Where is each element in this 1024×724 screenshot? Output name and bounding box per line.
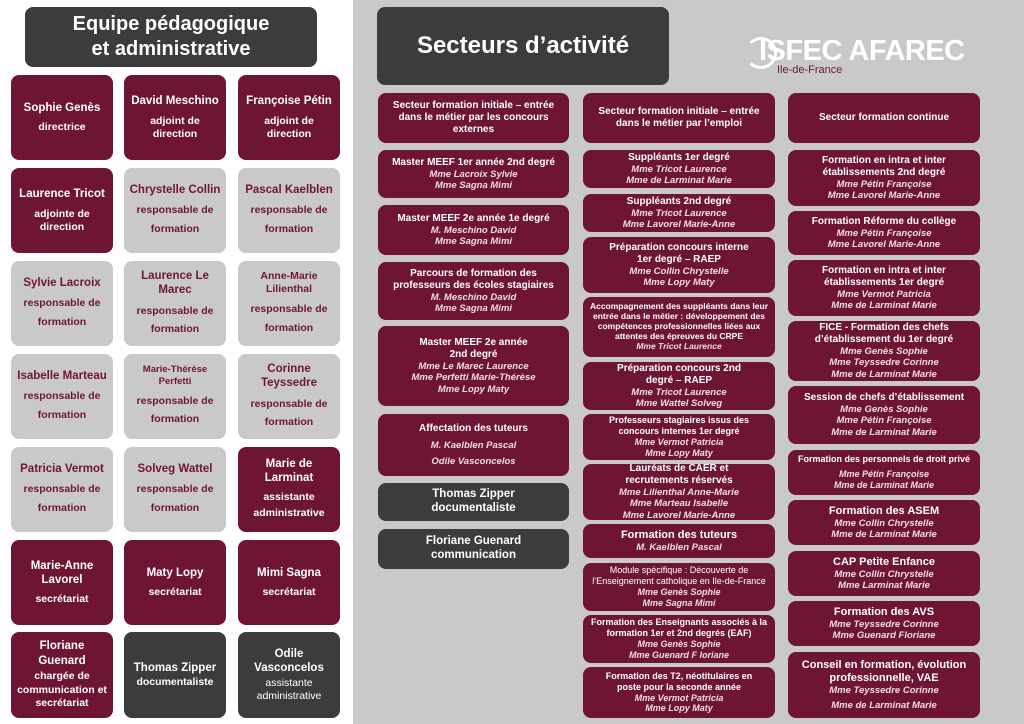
sector-item-person: Mme Tricot Laurence (631, 207, 727, 219)
sector-item (378, 205, 569, 255)
sector-item-title: Formation des personnels de droit privé (797, 454, 971, 465)
sector-item-person: Mme Vermot Patricia (634, 437, 724, 447)
sector-item (788, 211, 980, 255)
staff-card (124, 354, 226, 439)
sector-item-person: Mme Teyssedre Corinne (829, 685, 939, 697)
staff-name: Pascal Kaelblen (245, 183, 333, 196)
staff-role: responsable de formation (250, 397, 328, 428)
sector-item-person: Odile Vasconcelos (431, 455, 516, 467)
sector-item-person: Mme Guenard Floriane (832, 630, 936, 642)
sector-item (583, 297, 775, 357)
team-header-line1: Equipe pédagogique (72, 13, 270, 35)
sector-item-title: Lauréats de CAER et recrutements réservés (625, 462, 733, 486)
staff-role: assistante administrative (253, 490, 325, 520)
sector-item-title: Floriane Guenard communication (425, 535, 522, 561)
staff-role: assistante administrative (256, 676, 322, 702)
sector-item-title: Conseil en formation, évolution professionnelle, VAE (801, 658, 967, 685)
sector-item (583, 615, 775, 663)
sector-item (583, 194, 775, 232)
staff-role: responsable de formation (23, 297, 101, 328)
sector-item-person: Mme Collin Chrystelle (834, 568, 934, 580)
sector-header-label: Secteur formation continue (818, 112, 949, 123)
sector-item (788, 450, 980, 495)
sector-item-title: Suppléants 2nd degré (626, 195, 732, 207)
sector-item (378, 150, 569, 198)
staff-role: responsable de formation (136, 304, 214, 335)
sector-item-person: Mme Tricot Laurence (636, 341, 722, 352)
sector-item-person: Mme Sagna Mimi (434, 236, 513, 247)
staff-card (124, 168, 226, 253)
sector-item-title: CAP Petite Enfance (833, 555, 935, 568)
sector-item-person: Mme Teyssedre Corinne (829, 618, 939, 630)
staff-role: chargée de communication et secrétariat (17, 669, 107, 710)
staff-card (238, 540, 340, 625)
sector-item-person: Mme Collin Chrystelle (629, 265, 729, 277)
sector-item-title: Thomas Zipper documentaliste (431, 488, 516, 514)
staff-card (238, 354, 340, 439)
sector-item-person: Mme Lavorel Marie-Anne (827, 239, 941, 250)
isfec-logo (745, 33, 975, 83)
sector-item-title: Professeurs stagiaires issus des concours internes 1er degré (608, 415, 750, 437)
logo-main-text: ISFEC AFAREC (759, 35, 965, 67)
sector-item-person: Mme de Larminat Marie (831, 368, 937, 380)
staff-name: Françoise Pétin (246, 95, 332, 108)
staff-name: Corinne Teyssedre (260, 362, 318, 390)
sector-item-title: Formation en intra et inter établissements 2nd degré (822, 154, 946, 178)
staff-name: Patricia Vermot (20, 462, 104, 475)
staff-name: Marie-Anne Lavorel (30, 559, 94, 586)
staff-name: Marie-Thérèse Perfetti (142, 364, 208, 388)
sector-item-person: Mme Pétin Françoise (836, 415, 932, 427)
sector-item (583, 237, 775, 293)
sector-item (378, 483, 569, 521)
staff-role: responsable de formation (136, 204, 214, 235)
sector-item-person: Mme Vermot Patricia (837, 288, 931, 300)
sector-item-person: Mme Wattel Solveg (635, 398, 723, 409)
sector-item-title: FICE - Formation des chefs d’établissement du 1er degré (814, 321, 954, 345)
staff-card (124, 632, 226, 718)
staff-name: Isabelle Marteau (17, 369, 107, 382)
staff-card (238, 75, 340, 160)
staff-name: Odile Vasconcelos (254, 648, 324, 675)
sector-item-person: Mme Lacroix Sylvie (429, 168, 518, 180)
sector-item (788, 601, 980, 646)
sector-item-person: Mme Lavorel Marie-Anne (827, 190, 941, 201)
sector-item (788, 500, 980, 545)
sector-item-person: M. Kaelblen Pascal (636, 541, 722, 553)
sector-item-person: Mme Sagna Mimi (434, 303, 513, 314)
staff-card (11, 168, 113, 253)
sector-item-person: Mme Vermot Patricia (634, 692, 724, 703)
staff-name: Sophie Genès (23, 101, 101, 114)
staff-role: adjoint de direction (264, 114, 314, 140)
staff-role: secrétariat (262, 586, 316, 599)
staff-card (11, 75, 113, 160)
sector-item-title: Formation des T2, néotitulaires en poste pour la seconde année (605, 670, 753, 692)
sector-item-person: Mme de Larminat Marie (831, 300, 937, 311)
team-header-line2: et administrative (91, 38, 251, 60)
sector-item-title: Formation des ASEM (828, 504, 940, 517)
sector-item-title: Master MEEF 2e année 1e degré (397, 212, 550, 224)
sector-item-person: M. Kaelblen Pascal (430, 440, 517, 452)
staff-name: Thomas Zipper (133, 661, 217, 674)
staff-name: Laurence Le Marec (141, 269, 209, 297)
sector-item (788, 652, 980, 718)
staff-name: Laurence Tricot (19, 188, 105, 201)
sector-header-initial-external (378, 93, 569, 143)
sector-item-title: Formation en intra et inter établissements 1er degré (822, 264, 946, 288)
sector-item-person: Mme Lavorel Marie-Anne (622, 509, 736, 521)
sector-item (788, 386, 980, 444)
sector-item-title: Formation des tuteurs (620, 528, 738, 541)
staff-card (238, 447, 340, 532)
staff-name: Mimi Sagna (257, 566, 321, 579)
sector-item (788, 260, 980, 316)
sector-item-person: Mme Genès Sophie (637, 587, 721, 597)
staff-role: secrétariat (35, 593, 89, 606)
sector-item (788, 321, 980, 381)
sector-item (583, 150, 775, 188)
staff-card (124, 540, 226, 625)
staff-role: responsable de formation (136, 483, 214, 514)
sector-item (378, 326, 569, 406)
staff-card (11, 632, 113, 718)
sector-item-title: Module spécifique : Découverte de l’Enseignement catholique en Ile-de-France (592, 565, 766, 587)
sector-item-person: Mme Lopy Maty (437, 383, 510, 395)
sector-item (788, 150, 980, 206)
sector-item (378, 262, 569, 320)
sector-header-continuing (788, 93, 980, 143)
sector-item-title: Master MEEF 1er année 2nd degré (392, 156, 555, 168)
staff-card (124, 261, 226, 346)
sectors-title: Secteurs d’activité (416, 32, 630, 59)
sector-item (583, 362, 775, 410)
sector-item-person: Mme Lilienthal Anne-Marie (619, 486, 739, 498)
sector-item-title: Session de chefs d’établissement (803, 391, 965, 403)
sector-item-person: Mme Pétin Françoise (836, 227, 932, 239)
sector-item-title: Préparation concours interne 1er degré – RAEP (609, 241, 749, 265)
sector-item-person: Mme Genès Sophie (840, 345, 928, 357)
staff-name: Chrystelle Collin (129, 183, 221, 196)
sector-item-person: Mme de Larminat Marie (831, 699, 937, 711)
sector-item-person: Mme Pétin Françoise (838, 469, 930, 480)
staff-card (11, 261, 113, 346)
sector-item-title: Suppléants 1er degré (628, 151, 730, 163)
staff-card (238, 632, 340, 718)
staff-role: documentaliste (136, 676, 214, 689)
sector-item-person: Mme Collin Chrystelle (834, 517, 934, 529)
staff-name: Solveg Wattel (137, 462, 213, 475)
sector-item-title: Affectation des tuteurs (419, 423, 528, 435)
staff-role: responsable de formation (250, 303, 328, 334)
sector-item-person: Mme Perfetti Marie-Thérèse (411, 372, 536, 384)
staff-card (124, 75, 226, 160)
logo-sub-text: Ile-de-France (777, 64, 843, 76)
sector-header-initial-employment (583, 93, 775, 143)
sector-item-person: Mme Lavorel Marie-Anne (622, 219, 736, 230)
sector-item (378, 529, 569, 569)
sector-item-person: Mme Sagna Mimi (434, 180, 513, 191)
sector-item (788, 551, 980, 596)
sector-item-title: Master MEEF 2e année 2nd degré (419, 336, 528, 360)
staff-name: Anne-Marie Lilienthal (260, 270, 318, 296)
staff-card (11, 540, 113, 625)
sector-item-title: Formation des AVS (833, 605, 935, 618)
staff-card (124, 447, 226, 532)
sector-item-person: Mme de Larminat Marie (831, 426, 937, 438)
sector-item (583, 667, 775, 718)
sector-item-title: Préparation concours 2nd degré – RAEP (617, 362, 741, 386)
staff-role: responsable de formation (23, 390, 101, 421)
staff-role: adjointe de direction (34, 207, 90, 233)
sector-item-person: M. Meschino David (430, 291, 517, 303)
sector-item (583, 414, 775, 460)
sector-item-person: Mme Lopy Maty (645, 447, 713, 458)
sector-item-person: Mme Sagna Mimi (642, 597, 716, 608)
staff-role: responsable de formation (250, 204, 328, 235)
staff-role: adjoint de direction (150, 114, 200, 140)
sector-item-title: Formation des Enseignants associés à la formation 1er et 2nd degrés (EAF) (590, 617, 768, 639)
sector-item-person: Mme Tricot Laurence (631, 163, 727, 175)
sector-header-label: Secteur formation initiale – entrée dans le métier par les concours externes (392, 100, 555, 135)
sector-item-title: Formation Réforme du collège (811, 215, 957, 227)
sector-item-person: Mme Tricot Laurence (631, 386, 727, 398)
staff-card (11, 354, 113, 439)
staff-role: directrice (38, 121, 86, 134)
sector-item-person: Mme Marteau Isabelle (629, 498, 729, 510)
sector-item-person: Mme Teyssedre Corinne (829, 357, 939, 369)
sector-item-person: Mme Genès Sophie (637, 639, 721, 649)
staff-role: secrétariat (148, 586, 202, 599)
sector-item (583, 524, 775, 558)
sector-item (583, 563, 775, 611)
sector-item-person: Mme Lopy Maty (643, 277, 715, 288)
team-header (25, 7, 317, 67)
sector-item-person: Mme de Larminat Marie (831, 529, 937, 541)
sector-item-person: Mme Lopy Maty (645, 703, 713, 714)
staff-name: Floriane Guenard (38, 640, 86, 667)
sector-item-person: Mme de Larminat Marie (833, 479, 935, 490)
sector-item (378, 414, 569, 476)
staff-card (11, 447, 113, 532)
staff-name: Marie de Larminat (264, 457, 314, 485)
staff-role: responsable de formation (23, 483, 101, 514)
sector-item-person: Mme Pétin Françoise (836, 178, 932, 190)
sector-item-person: Mme Le Marec Laurence (418, 360, 529, 372)
sector-item-title: Accompagnement des suppléants dans leur entrée dans le métier : développement des compétences professionnelles liées aux attentes des épreuves du CRPE (589, 301, 769, 341)
sector-item-person: M. Meschino David (430, 224, 517, 236)
sector-item-title: Parcours de formation des professeurs des écoles stagiaires (393, 267, 554, 291)
sectors-header (377, 7, 669, 85)
staff-card (238, 261, 340, 346)
sector-item-person: Mme de Larminat Marie (626, 175, 732, 186)
staff-name: David Meschino (131, 95, 219, 108)
sector-header-label: Secteur formation initiale – entrée dans le métier par l’emploi (598, 106, 760, 129)
sector-item (583, 464, 775, 520)
sector-item-person: Mme Larminat Marie (838, 580, 930, 592)
sector-item-person: Mme Guenard F loriane (628, 649, 730, 660)
staff-name: Maty Lopy (146, 566, 204, 579)
staff-card (238, 168, 340, 253)
staff-role: responsable de formation (136, 395, 214, 426)
sector-item-person: Mme Genès Sophie (840, 403, 928, 415)
staff-name: Sylvie Lacroix (23, 276, 101, 289)
